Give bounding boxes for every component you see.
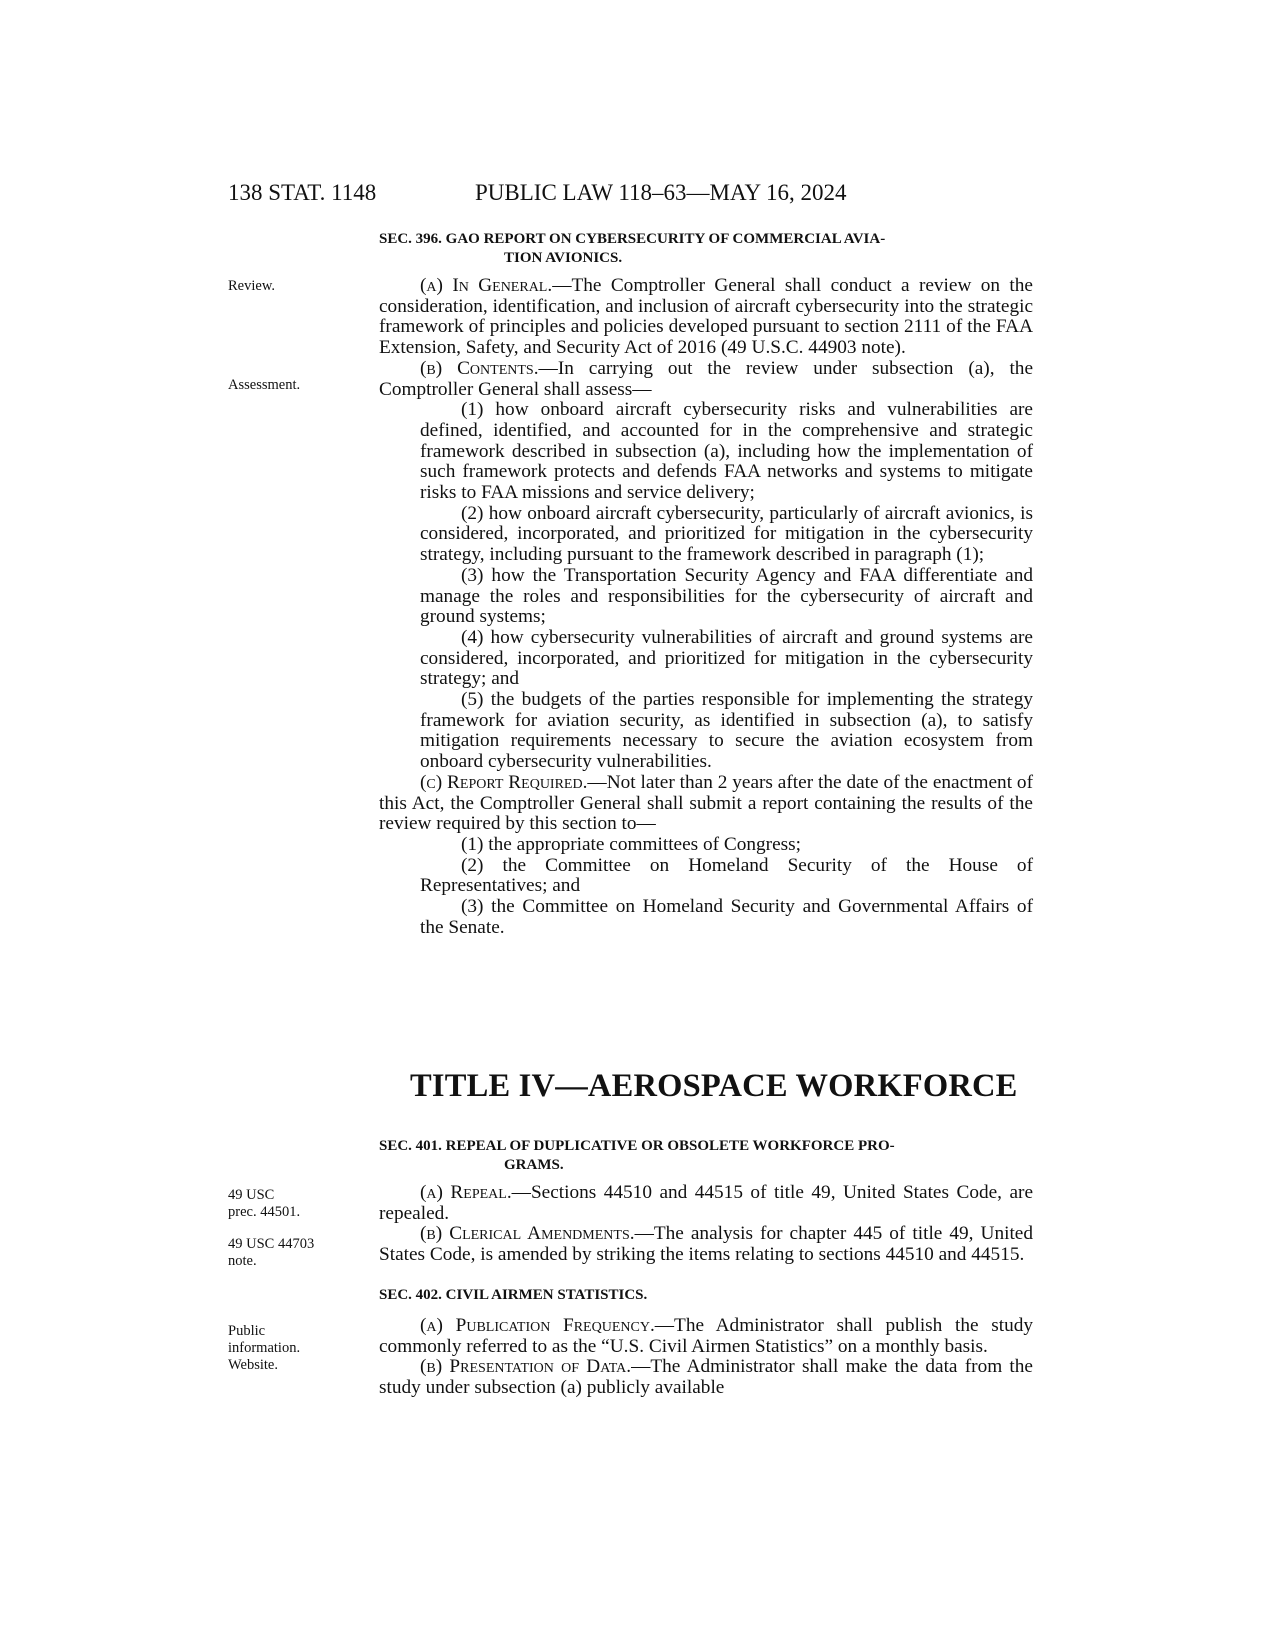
subsection-label: (a) Repeal. — [420, 1182, 512, 1203]
paragraph-b1: (1) how onboard aircraft cybersecurity risks and vulnerabilities are defined, identified, and accounted for in the comprehensive and strategic framework described in subsection (a), including how the implementation of such framework protects and defends FAA networks and systems to mitigate risks to FAA missions and service delivery; — [420, 399, 1033, 504]
section-402-heading: SEC. 402. CIVIL AIRMEN STATISTICS. — [379, 1287, 648, 1303]
margin-note-line: information. — [228, 1340, 301, 1356]
subsection-label: (a) In General. — [420, 275, 553, 296]
margin-note-line: 49 USC — [228, 1187, 275, 1203]
subsection-a-in-general: (a) In General.—The Comptroller General shall conduct a review on the consideration, identification, and inclusion of aircraft cybersecurity into the strategic framework of principles and policies developed pursuant to section 2111 of the FAA Extension, Safety, and Security Act of 2016 (49 U.S.C. 44903 note). — [379, 275, 1033, 359]
paragraph-b2: (2) how onboard aircraft cybersecurity, particularly of aircraft avionics, is considered, incorporated, and prioritized for mitigation in the cybersecurity strategy, including pursuant to the framework described in paragraph (1); — [420, 502, 1033, 566]
margin-note-usc-prec — [228, 1187, 300, 1221]
section-401-body — [379, 1183, 1033, 1266]
subsection-label: (b) Contents. — [420, 357, 539, 379]
section-402-body — [379, 1316, 1033, 1399]
margin-note-line: Public — [228, 1323, 266, 1339]
subsection-b-contents: (b) Contents.—In carrying out the review under subsection (a), the Comptroller General shall assess— — [379, 357, 1033, 400]
paragraph-b5: (5) the budgets of the parties responsible for implementing the strategy framework for aviation security, as identified in subsection (a), to satisfy mitigation requirements necessary to secure the aviation ecosystem from onboard cybersecurity vulnerabilities. — [420, 689, 1033, 773]
paragraph-c1: (1) the appropriate committees of Congress; — [461, 833, 802, 855]
title-iv-heading: TITLE IV—AEROSPACE WORKFORCE — [410, 1068, 1018, 1104]
paragraph-c2: (2) the Committee on Homeland Security of the House of Representatives; and — [420, 854, 1033, 897]
subsection-label: (c) Report Required. — [420, 771, 588, 793]
paragraph-c3: (3) the Committee on Homeland Security and Governmental Affairs of the Senate. — [420, 896, 1033, 938]
section-396-body — [379, 276, 1033, 939]
margin-note-assessment: Assessment. — [228, 377, 301, 393]
subsection-b-presentation-of-data: (b) Presentation of Data.—The Administrator shall make the data from the study under subsection (a) publicly available — [379, 1356, 1033, 1399]
subsection-c-report-required: (c) Report Required.—Not later than 2 years after the date of the enactment of this Act, the Comptroller General shall submit a report containing the results of the review required by this section to— — [379, 771, 1033, 835]
subsection-a-publication-frequency: (a) Publication Frequency.—The Administrator shall publish the study commonly referred to as the “U.S. Civil Airmen Statistics” on a monthly basis. — [379, 1315, 1033, 1357]
margin-note-line: 49 USC 44703 — [228, 1236, 315, 1252]
section-396-heading: SEC. 396. GAO REPORT ON CYBERSECURITY OF COMMERCIAL AVIA- TION AVIONICS. — [379, 231, 886, 266]
margin-note-usc-note — [228, 1236, 314, 1270]
subsection-label: (b) Presentation of Data. — [420, 1356, 632, 1378]
margin-note-line: note. — [228, 1253, 257, 1269]
public-law-title: PUBLIC LAW 118–63—MAY 16, 2024 — [475, 180, 847, 205]
subsection-b-clerical-amendments: (b) Clerical Amendments.—The analysis for chapter 445 of title 49, United States Code, is amended by striking the items relating to sections 44510 and 44515. — [379, 1223, 1034, 1266]
page-stat-citation: 138 STAT. 1148 — [228, 180, 377, 205]
margin-note-line: prec. 44501. — [228, 1204, 301, 1220]
margin-note-public-information — [228, 1323, 300, 1374]
paragraph-b3: (3) how the Transportation Security Agency and FAA differentiate and manage the roles and responsibilities for the cybersecurity of aircraft and ground systems; — [420, 564, 1033, 628]
paragraph-b4: (4) how cybersecurity vulnerabilities of aircraft and ground systems are considered, incorporated, and prioritized for mitigation in the cybersecurity strategy; and — [420, 626, 1033, 690]
margin-note-line: Website. — [228, 1357, 278, 1373]
subsection-label: (a) Publication Frequency. — [420, 1315, 655, 1336]
subsection-a-repeal: (a) Repeal.—Sections 44510 and 44515 of title 49, United States Code, are repealed. — [379, 1182, 1033, 1224]
margin-note-review: Review. — [228, 278, 275, 294]
subsection-label: (b) Clerical Amendments. — [420, 1223, 635, 1245]
section-401-heading: SEC. 401. REPEAL OF DUPLICATIVE OR OBSOLETE WORKFORCE PRO- GRAMS. — [379, 1138, 895, 1173]
